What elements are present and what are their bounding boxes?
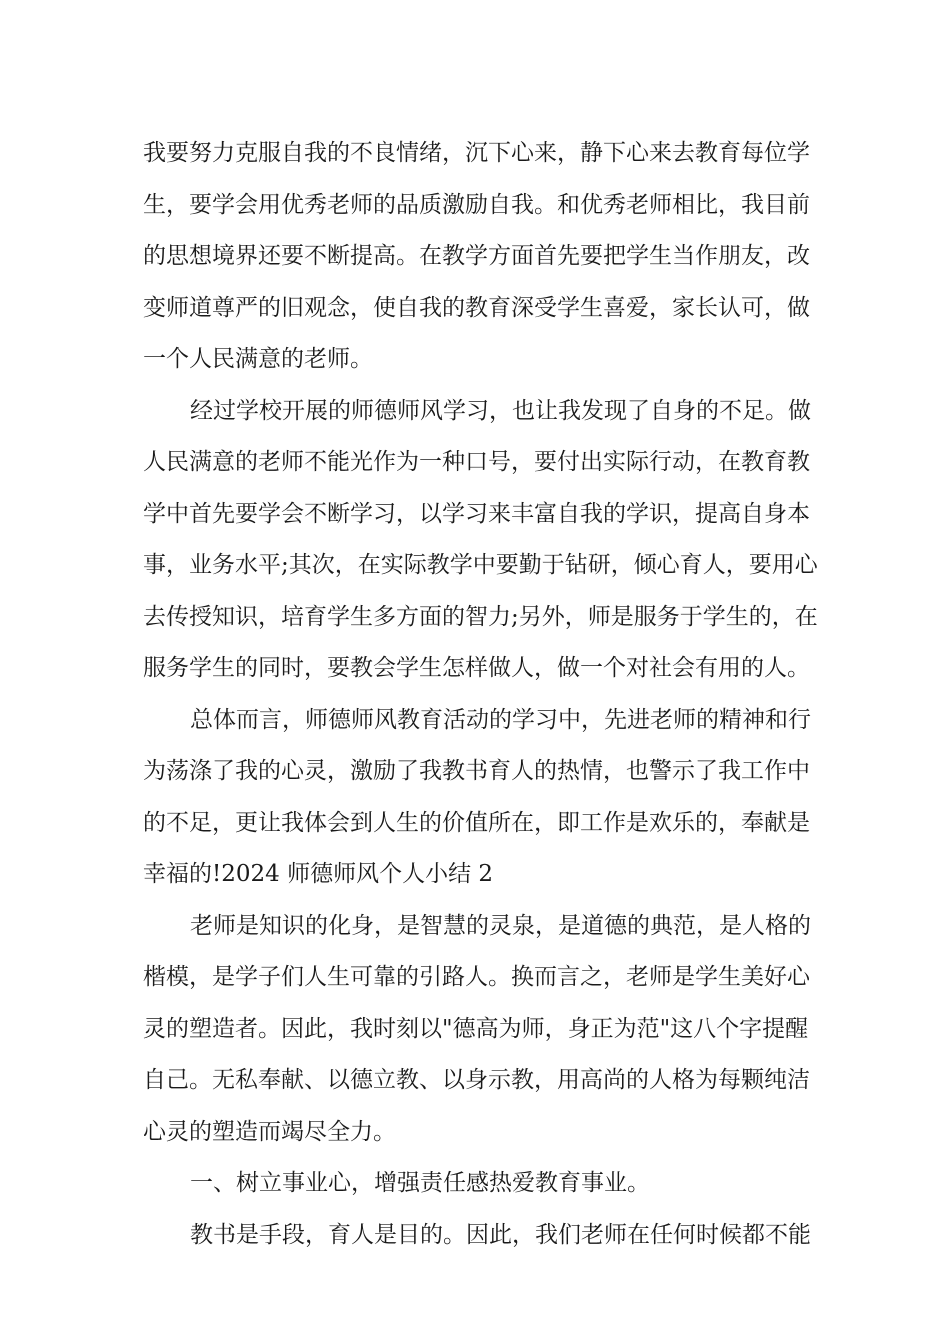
document-body	[143, 128, 818, 1261]
text-line: 的不足，更让我体会到人生的价值所在，即工作是欢乐的，奉献是	[143, 809, 810, 836]
text-line: 楷模，是学子们人生可靠的引路人。换而言之，老师是学生美好心	[143, 964, 810, 990]
text-line: 心灵的塑造而竭尽全力。	[143, 1118, 396, 1145]
text-line: 幸福的!2024 师德师风个人小结 2	[143, 861, 494, 887]
text-line: 事，业务水平;其次，在实际教学中要勤于钻研，倾心育人，要用心	[143, 552, 818, 578]
text-line: 去传授知识，培育学生多方面的智力;另外，师是服务于学生的，在	[143, 603, 818, 630]
text-line: 为荡涤了我的心灵，激励了我教书育人的热情，也警示了我工作中	[143, 758, 810, 784]
text-line: 服务学生的同时，要教会学生怎样做人，做一个对社会有用的人。	[143, 655, 810, 681]
text-line: 灵的塑造者。因此，我时刻以"德高为师，身正为范"这八个字提醒	[143, 1015, 809, 1042]
text-line: 人民满意的老师不能光作为一种口号，要付出实际行动，在教育教	[143, 449, 810, 475]
text-line: 生，要学会用优秀老师的品质激励自我。和优秀老师相比，我目前	[143, 191, 810, 218]
paragraph-start-line: 经过学校开展的师德师风学习，也让我发现了自身的不足。做	[190, 397, 811, 424]
text-line: 的思想境界还要不断提高。在教学方面首先要把学生当作朋友，改	[143, 243, 810, 269]
text-line: 一个人民满意的老师。	[143, 346, 373, 372]
text-line: 学中首先要学会不断学习，以学习来丰富自我的学识，提高自身本	[143, 500, 810, 527]
text-line: 变师道尊严的旧观念，使自我的教育深受学生喜爱，家长认可，做	[143, 294, 810, 321]
paragraph-start-line: 总体而言，师德师风教育活动的学习中，先进老师的精神和行	[190, 706, 811, 733]
paragraph-start-line: 老师是知识的化身，是智慧的灵泉，是道德的典范，是人格的	[190, 912, 811, 939]
text-line: 我要努力克服自我的不良情绪，沉下心来，静下心来去教育每位学	[143, 140, 810, 166]
text-line: 自己。无私奉献、以德立教、以身示教，用高尚的人格为每颗纯洁	[143, 1067, 810, 1093]
section-heading-line: 一、树立事业心，增强责任感热爱教育事业。	[190, 1170, 650, 1196]
paragraph-start-line: 教书是手段，育人是目的。因此，我们老师在任何时候都不能	[190, 1221, 811, 1248]
